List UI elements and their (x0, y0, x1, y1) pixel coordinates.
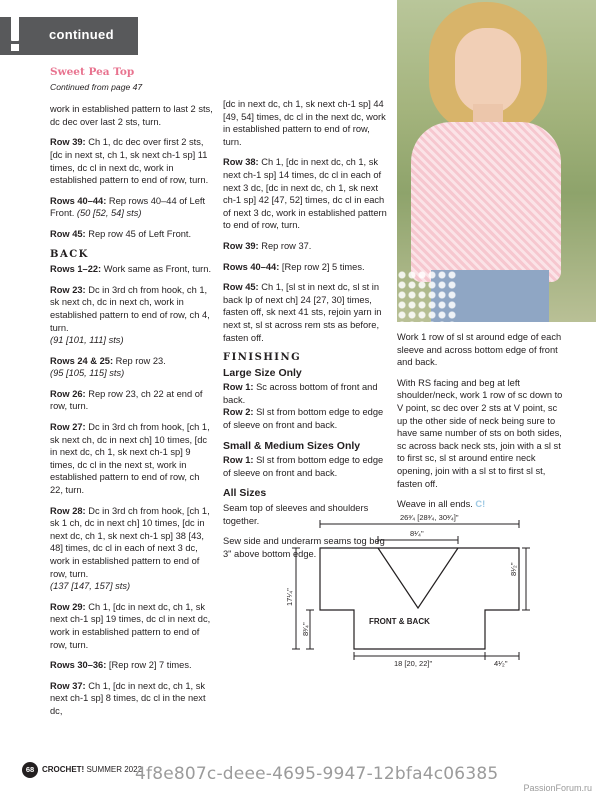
paragraph: Rows 1–22: Work same as Front, turn. (50, 264, 212, 275)
paragraph: Sew side and underarm seams tog beg 3" above bottom edge. (223, 536, 385, 559)
left-column (50, 66, 214, 726)
paragraph: work in established pattern to last 2 sts, dc dec over last 2 sts, turn. (50, 104, 213, 127)
page-number: 68 (22, 762, 38, 778)
subheading-small-medium: Small & Medium Sizes Only (223, 439, 361, 452)
right-column (397, 331, 569, 519)
subheading-large: Large Size Only (223, 366, 302, 379)
paragraph: Row 39: Rep row 37. (223, 240, 312, 251)
paragraph: Row 27: Dc in 3rd ch from hook, [ch 1, sk next ch, dc in next ch] 10 times, [dc in next dc, ch 1, sk next ch-1 sp] 9 times, dc cl in the next st, work in established pattern to end of row, ch 22, turn. (50, 422, 210, 496)
body-length-label: 8³⁄₄" (301, 622, 310, 636)
page-footer (22, 762, 142, 778)
paragraph: Row 37: Ch 1, [dc in next dc, ch 1, sk next ch-1 sp] 8 times, dc cl in the next dc, (50, 680, 206, 716)
middle-column (223, 98, 387, 568)
issue-label: SUMMER 2022 (84, 765, 143, 774)
section-heading-finishing: FINISHING (223, 352, 302, 364)
paragraph: [dc in next dc, ch 1, sk next ch-1 sp] 44 [49, 54] times, dc cl in the next dc, work in established pattern to end of row, turn. (223, 99, 386, 147)
paragraph: Row 28: Dc in 3rd ch from hook, [ch 1, sk 1 ch, dc in next ch] 10 times, [dc in next dc, ch 1, sk next ch-1 sp] 38 [43, 48] times, dc cl in each of next 3 dc, work in established pattern to end of row, turn. (137 [147, 157] sts) (50, 505, 210, 592)
site-watermark: PassionForum.ru (523, 783, 592, 793)
paragraph: Row 45: Rep row 45 of Left Front. (50, 228, 192, 239)
front-back-schematic (282, 508, 532, 678)
paragraph: Row 26: Rep row 23, ch 22 at end of row, turn. (50, 388, 203, 412)
pattern-title: Sweet Pea Top (50, 66, 135, 78)
sleeve-depth-label: 8¹⁄₂" (509, 562, 518, 576)
paragraph: Row 38: Ch 1, [dc in next dc, ch 1, sk next ch-1 sp] 14 times, dc cl in each of next 3 dc, [dc in next dc, ch 1, sk next ch-1 sp] 42 [47, 52] times, dc cl in each of next 3 dc, work in established pattern to end of row, turn. (223, 157, 387, 231)
paragraph: Row 39: Ch 1, dc dec over first 2 sts, [dc in next st, ch 1, sk next ch-1 sp] 11 times, dc cl in next dc, work in established pattern to end of row, turn. (50, 137, 209, 186)
continued-banner (0, 17, 138, 55)
paragraph: Rows 40–44: Rep rows 40–44 of Left Front. (50 [52, 54] sts) (50, 195, 206, 219)
exclamation-dot-icon (11, 44, 19, 51)
total-length-label: 17¹⁄₄" (285, 588, 294, 606)
continued-from: Continued from page 47 (50, 81, 143, 92)
banner-label: continued (49, 27, 114, 42)
exclamation-icon (11, 11, 19, 41)
paragraph: Rows 24 & 25: Rep row 23. (95 [105, 115] sts) (50, 355, 166, 379)
paragraph: Weave in all ends. C! (397, 499, 486, 510)
paragraph: Row 45: Ch 1, [sl st in next dc, sl st in back lp of next ch] 24 [27, 30] times, fasten off, sk next 41 sts, rejoin yarn in next st, sl st across rem sts as before, fasten off. (223, 282, 382, 343)
top-width-label: 26³⁄₄ [28³⁄₄, 30³⁄₄]" (400, 513, 459, 522)
paragraph: Row 2: Sl st from bottom edge to edge of sleeve on front and back. (223, 407, 384, 431)
paragraph: Row 23: Dc in 3rd ch from hook, ch 1, sk next ch, dc in next ch, work in established pattern to end of row, ch 4, turn. (91 [101, 111] sts) (50, 284, 210, 346)
schematic-label: FRONT & BACK (369, 617, 430, 626)
watermark-id: 4f8e807c-deee-4695-9947-12bfa4c06385 (135, 764, 499, 784)
magazine-name: CROCHET! (42, 765, 85, 774)
paragraph: Row 1: Sc across bottom of front and back. (223, 382, 378, 405)
bottom-width-label: 18 [20, 22]" (394, 659, 433, 668)
paragraph: Row 1: Sl st from bottom edge to edge of sleeve on front and back. (223, 455, 384, 478)
subheading-all-sizes: All Sizes (223, 487, 267, 500)
paragraph: Seam top of sleeves and shoulders together. (223, 503, 369, 526)
paragraph: Row 29: Ch 1, [dc in next dc, ch 1, sk next ch-1 sp] 19 times, dc cl in next dc, work in established pattern to end of row, turn. (50, 601, 211, 650)
paragraph: Rows 30–36: [Rep row 2] 7 times. (50, 660, 192, 671)
sleeve-ext-label: 4¹⁄₂" (494, 659, 508, 668)
end-mark: C! (475, 499, 486, 510)
paragraph: With RS facing and beg at left shoulder/neck, work 1 row of sc down to V point, sc dec over 2 sts at V point, sc up the other side of neck being sure to have same number of sts on both sides, sc across back neck sts, join with a sl st to first sc, sl st around entire neck opening, join with a sl st to first sl st, fasten off. (397, 377, 563, 489)
model-photo (397, 0, 596, 322)
paragraph: Work 1 row of sl st around edge of each sleeve and across bottom edge of front and back. (397, 332, 562, 368)
section-heading-back: BACK (50, 248, 89, 260)
paragraph: Rows 40–44: [Rep row 2] 5 times. (223, 261, 365, 272)
neck-width-label: 8¹⁄₄" (410, 529, 424, 538)
